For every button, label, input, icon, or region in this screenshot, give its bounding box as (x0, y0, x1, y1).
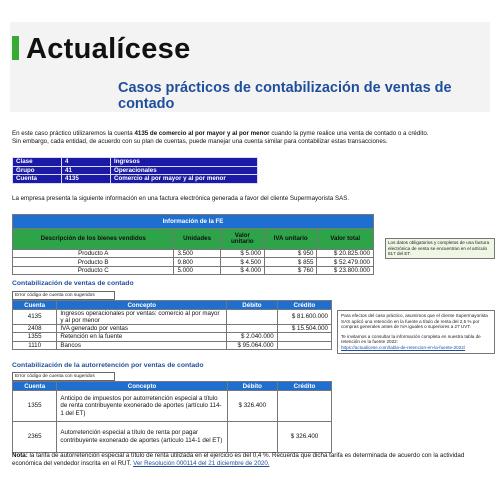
table-cell: Bancos (57, 341, 227, 349)
retention-error-box[interactable]: Error código de cuenta con sugeridos (12, 372, 115, 381)
table-cell: $ 15.504.000 (277, 325, 331, 333)
invoice-title: Información de la FE (13, 215, 374, 229)
table-row (13, 258, 374, 266)
table-row (13, 422, 332, 453)
table-cell: Autorretención especial a título de renta por pagar contribuyente exonerado de aportes (artículo 114-1 del ET) (57, 422, 227, 453)
table-cell: Anticipo de impuestos por autorretención especial a título de renta contribuyente exonerado de aportes (artículo 114-1 del ET) (57, 391, 227, 422)
column-header: Descripción de los bienes vendidos (13, 229, 174, 250)
logo[interactable]: Actualícese (26, 33, 191, 65)
table-cell: $ 4.000 (220, 266, 264, 274)
column-header: Débito (227, 382, 277, 391)
sales-section-title: Contabilización de ventas de contado (12, 280, 134, 287)
table-cell: Comercio al por mayor y al por menor (111, 175, 258, 184)
table-cell: Producto C (13, 266, 174, 274)
table-row (13, 310, 332, 325)
column-header: Valor total (317, 229, 374, 250)
table-cell: 5.000 (174, 266, 220, 274)
table-cell: $ 2.040.000 (227, 333, 277, 341)
intro-text-1: En este caso práctico utilizaremos la cuenta (12, 130, 135, 137)
table-cell: $ 950 (264, 250, 316, 258)
intro-text-2: cuando la pyme realice una venta de contado o a crédito. (269, 130, 429, 137)
sales-entry-table (12, 300, 332, 350)
table-cell: Ingresos operacionales por ventas: comercio al por mayor y al por menor (57, 310, 227, 325)
table-cell: $ 326.400 (277, 422, 331, 453)
table-row (13, 266, 374, 274)
column-header: Cuenta (13, 382, 57, 391)
table-cell: Operacionales (111, 166, 258, 175)
table-cell: Grupo (13, 166, 62, 175)
table-cell (227, 325, 277, 333)
table-cell: 2408 (13, 325, 57, 333)
table-cell: 4135 (13, 310, 57, 325)
logo-mark (12, 36, 19, 60)
invoice-intro: La empresa presenta la siguiente información en una factura electrónica generada a favor del cliente Supermayorista SAS. (12, 195, 350, 202)
table-cell: 4 (62, 158, 111, 167)
footnote-text: la tarifa de autorretención especial a título de renta utilizada en el ejercicio es del 0,4 %. Recuerda que dicha tarifa es determinada de acuerdo con la actividad económica del vendedor inscrita en el RUT. (12, 452, 465, 468)
footnote (12, 452, 488, 469)
table-cell: 41 (62, 166, 111, 175)
table-cell: IVA generado por ventas (57, 325, 227, 333)
table-cell: 9.800 (174, 258, 220, 266)
table-cell: Ingresos (111, 158, 258, 167)
account-table (12, 157, 258, 184)
table-row (13, 250, 374, 258)
column-header: Concepto (57, 301, 227, 310)
side-note-link[interactable]: https://actualicese.com/tabla-de-retencion-en-la-fuente-2022/ (341, 344, 466, 350)
table-cell: 2365 (13, 422, 57, 453)
table-row (13, 158, 258, 167)
retention-section-title: Contabilización de la autorretención por ventas de contado (12, 362, 204, 369)
table-cell: $ 326.400 (227, 391, 277, 422)
invoice-side-note: Los datos obligatorios y completos de una factura electrónica de venta se encuentran en el artículo 617 del ET. (385, 238, 495, 259)
resolution-link[interactable]: Ver Resolución 000114 del 21 diciembre de 2020. (133, 460, 270, 468)
table-cell: 1355 (13, 391, 57, 422)
column-header: Débito (227, 301, 277, 310)
table-cell (277, 341, 331, 349)
table-cell: Producto B (13, 258, 174, 266)
table-cell: Producto A (13, 250, 174, 258)
retention-entry-table (12, 381, 332, 453)
sales-side-note (337, 310, 495, 354)
table-cell (227, 310, 277, 325)
sales-error-box[interactable]: Error código de cuenta con sugeridos (12, 291, 115, 300)
table-row (13, 391, 332, 422)
table-cell: $ 5.000 (220, 250, 264, 258)
side-note-text-2: Te invitamos a consultar la información completa en nuestra tabla de retención en la fuente 2022: (341, 333, 481, 345)
intro-paragraph (12, 130, 488, 147)
column-header: Crédito (277, 382, 331, 391)
column-header: Valor unitario (220, 229, 264, 250)
table-cell (277, 391, 331, 422)
column-header: IVA unitario (264, 229, 316, 250)
intro-account: 4135 de comercio al por mayor y al por menor (134, 130, 270, 137)
table-cell: 1110 (13, 341, 57, 349)
table-cell: $ 4.500 (220, 258, 264, 266)
footnote-label: Nota: (12, 452, 28, 459)
table-cell: $ 20.825.000 (317, 250, 374, 258)
table-cell: $ 855 (264, 258, 316, 266)
table-row (13, 333, 332, 341)
invoice-table (12, 214, 374, 275)
column-header: Unidades (174, 229, 220, 250)
table-cell: 3.500 (174, 250, 220, 258)
table-cell: 4135 (62, 175, 111, 184)
table-cell: $ 95.064.000 (227, 341, 277, 349)
side-note-text-1: Para efectos del caso práctico, asumimos que el cliente Supermayorista SAS aplicó una retención en la fuente a título de renta del 2,5 % por compras generales antes de IVA iguales o superiores a 27 UVT. (341, 313, 488, 330)
table-cell: $ 760 (264, 266, 316, 274)
table-cell: 1355 (13, 333, 57, 341)
table-cell (277, 333, 331, 341)
table-cell: Clase (13, 158, 62, 167)
intro-text-3: Sin embargo, cada entidad, de acuerdo con su plan de cuentas, puede manejar una cuenta similar para contabilizar estas transacciones. (12, 138, 388, 146)
table-cell: Cuenta (13, 175, 62, 184)
table-cell (227, 422, 277, 453)
table-cell: Retención en la fuente (57, 333, 227, 341)
column-header: Crédito (277, 301, 331, 310)
table-row (13, 341, 332, 349)
table-cell: $ 52.479.000 (317, 258, 374, 266)
table-row (13, 325, 332, 333)
table-cell: $ 23.800.000 (317, 266, 374, 274)
column-header: Concepto (57, 382, 227, 391)
column-header: Cuenta (13, 301, 57, 310)
page-title: Casos prácticos de contabilización de ventas de contado (118, 80, 452, 112)
table-row (13, 166, 258, 175)
table-row (13, 175, 258, 184)
table-cell: $ 81.600.000 (277, 310, 331, 325)
